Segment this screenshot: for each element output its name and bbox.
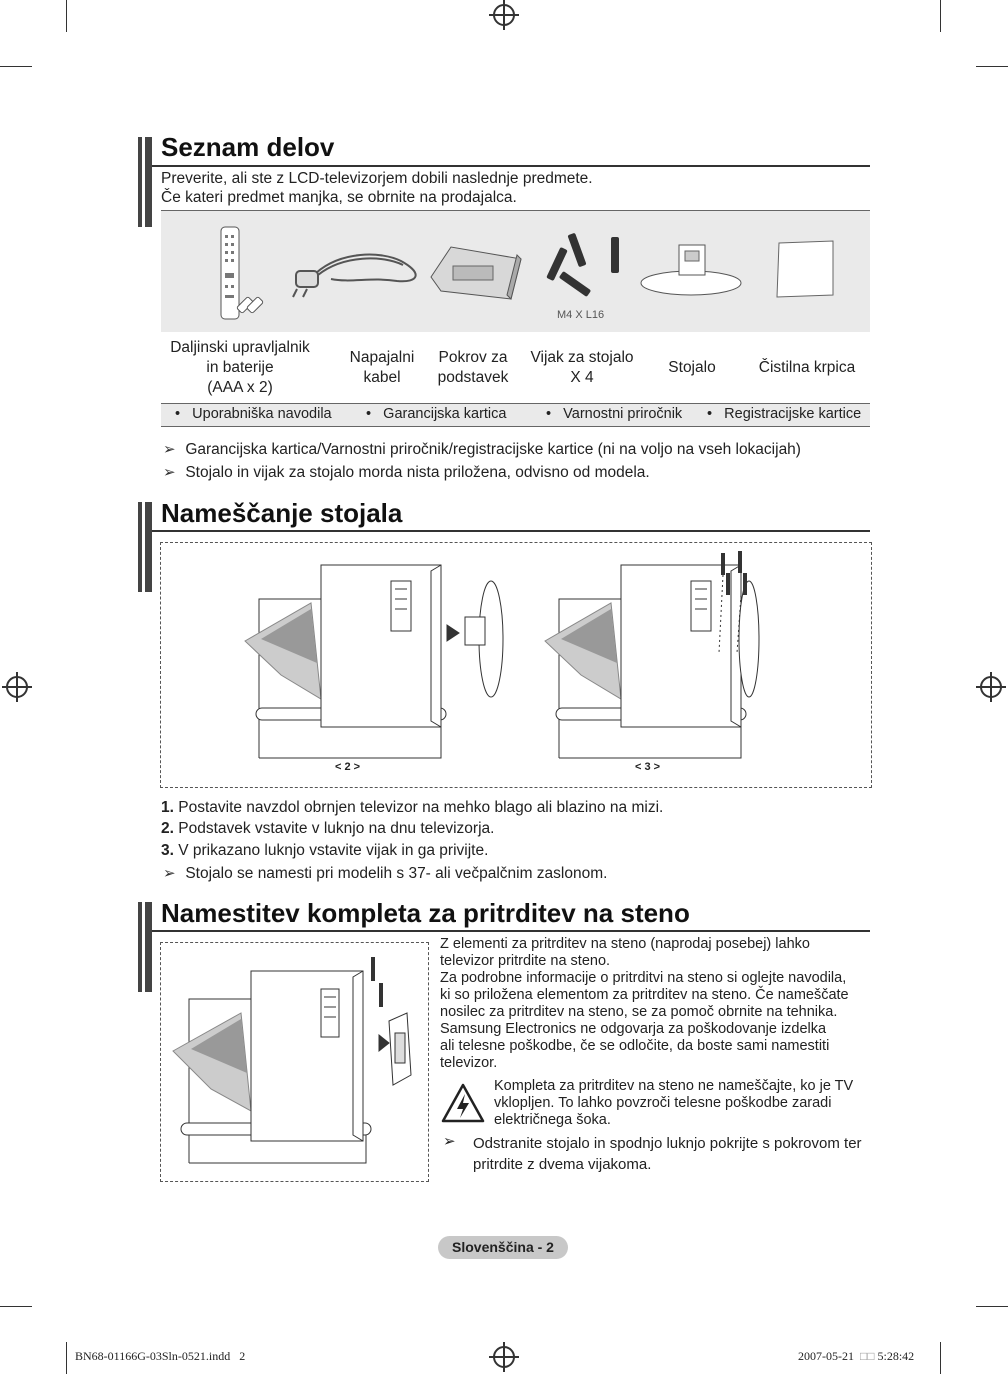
parts-intro-line1: Preverite, ali ste z LCD-televizorjem dobili naslednje predmete. — [161, 170, 593, 187]
part-label-stand — [640, 358, 744, 378]
parts-intro-line2: Če kateri predmet manjka, se obrnite na prodajalca. — [161, 189, 517, 206]
registration-mark-icon — [493, 4, 515, 26]
registration-mark-icon — [980, 676, 1002, 698]
section-title-parts: Seznam delov — [161, 132, 335, 162]
note-arrow-icon: ➢ — [163, 865, 176, 882]
section-title-wall-mount: Namestitev kompleta za pritrditev na steno — [161, 898, 690, 928]
title-rule — [152, 530, 870, 532]
parts-image-strip — [161, 211, 870, 332]
note-line: pritrdite z dvema vijakoma. — [473, 1156, 652, 1173]
section-bar — [138, 137, 142, 227]
section-bar — [138, 902, 142, 992]
bullet-item: • Uporabniška navodila — [175, 406, 332, 422]
section-bar — [138, 502, 142, 592]
part-label-line: Stojalo — [668, 359, 716, 376]
part-label-line: Čistilna krpica — [758, 359, 856, 376]
section-bar — [145, 137, 152, 227]
wall-note — [473, 1133, 862, 1175]
step-number: 2. — [161, 820, 174, 837]
stand-figure-box — [160, 542, 872, 788]
crop-mark — [976, 66, 1008, 67]
footer-file-name: BN68-01166G-03Sln-0521.indd 2 — [75, 1349, 246, 1363]
title-rule — [152, 930, 870, 932]
install-step — [161, 799, 663, 817]
bullet-item: • Registracijske kartice — [707, 406, 862, 422]
step-number: 1. — [161, 799, 174, 816]
bullet-item: • Varnostni priročnik — [546, 406, 683, 422]
description-line: ki so priložena elementom za pritrditev na steno. Če nameščate — [440, 987, 849, 1003]
wall-mount-description — [440, 936, 870, 1072]
step-text: V prikazano luknjo vstavite vijak in ga privijte. — [178, 842, 489, 859]
crop-mark — [976, 1306, 1008, 1307]
bullet-text: Varnostni priročnik — [563, 406, 683, 422]
note-arrow-icon: ➢ — [163, 441, 176, 458]
crop-mark — [940, 1342, 941, 1374]
note-text: Stojalo se namesti pri modelih s 37- ali večpalčnim zaslonom. — [185, 865, 608, 882]
note-item — [163, 463, 650, 482]
wall-figure-box — [160, 942, 429, 1182]
part-label-line: Daljinski upravljalnik — [170, 339, 310, 356]
part-label-line: (AAA x 2) — [207, 379, 273, 396]
part-label-line: podstavek — [437, 369, 509, 386]
footer-glyphs: □□ — [860, 1349, 875, 1363]
stand-install-illustration-3 — [545, 551, 759, 758]
description-line: televizor. — [440, 1055, 498, 1071]
warning-line: električnega šoka. — [494, 1112, 611, 1128]
description-line: Za podrobne informacije o pritrditvi na steno si oglejte navodila, — [440, 970, 847, 986]
cleaning-cloth-icon — [777, 241, 833, 297]
crop-mark — [940, 0, 941, 32]
warning-icon — [440, 1082, 486, 1129]
install-step — [161, 820, 494, 838]
wall-mount-illustration — [173, 957, 411, 1163]
part-label-line: Vijak za stojalo — [530, 349, 634, 366]
bullet-text: Uporabniška navodila — [192, 406, 332, 422]
note-arrow-icon: ➢ — [163, 464, 176, 481]
section-title-stand: Nameščanje stojala — [161, 498, 403, 528]
bullet-item: • Garancijska kartica — [366, 406, 507, 422]
part-label-line: X 4 — [570, 369, 594, 386]
step-text: Podstavek vstavite v luknjo na dnu televizorja. — [178, 820, 495, 837]
figure-label-2: < 2 > — [335, 761, 361, 773]
section-bar — [145, 902, 152, 992]
part-label-screws — [514, 348, 650, 388]
part-label-line: in baterije — [206, 359, 274, 376]
registration-mark-icon — [6, 676, 28, 698]
divider — [161, 426, 870, 427]
note-text: Garancijska kartica/Varnostni priročnik/registracijske kartice (ni na voljo na vseh lokacijah) — [185, 441, 801, 458]
page-label-badge: Slovenščina - 2 — [438, 1236, 568, 1259]
crop-mark — [0, 66, 32, 67]
part-label-line: Napajalni — [349, 349, 415, 366]
note-text: Stojalo in vijak za stojalo morda nista priložena, odvisno od modela. — [185, 464, 650, 481]
crop-mark — [66, 0, 67, 32]
stand-cover-icon — [431, 247, 521, 299]
description-line: ali telesne poškodbe, če se odločite, da boste sami namestiti — [440, 1038, 830, 1054]
warning-line: Kompleta za pritrditev na steno ne nameščajte, ko je TV — [494, 1078, 854, 1094]
crop-mark — [0, 1306, 32, 1307]
stand-icon — [641, 245, 741, 295]
description-line: Samsung Electronics ne odgovarja za poškodovanje izdelka — [440, 1021, 827, 1037]
footer-date: 2007-05-21 — [798, 1349, 854, 1363]
install-step — [161, 842, 488, 860]
part-label-line: kabel — [363, 369, 401, 386]
footer-timestamp — [798, 1349, 914, 1364]
screws-icon — [546, 233, 619, 297]
part-label-cloth — [744, 358, 870, 378]
part-label-line: Pokrov za — [438, 349, 508, 366]
bullet-text: Garancijska kartica — [383, 406, 507, 422]
footer-time: 5:28:42 — [877, 1349, 915, 1363]
section-bar — [145, 502, 152, 592]
note-item — [163, 864, 607, 883]
figure-label-3: < 3 > — [635, 761, 661, 773]
crop-mark — [66, 1342, 67, 1374]
registration-mark-icon — [493, 1346, 515, 1368]
stand-install-illustration-2 — [245, 565, 503, 758]
description-line: nosilec za pritrditev na steno, se za pomoč obrnite na tehnika. — [440, 1004, 838, 1020]
step-number: 3. — [161, 842, 174, 859]
bullet-text: Registracijske kartice — [724, 406, 862, 422]
warning-text — [494, 1078, 874, 1129]
warning-line: vklopljen. To lahko povzroči telesne poškodbe zaradi — [494, 1095, 832, 1111]
note-line: Odstranite stojalo in spodnjo luknjo pokrijte s pokrovom ter — [473, 1135, 862, 1152]
power-cable-icon — [293, 255, 416, 297]
note-arrow-icon: ➢ — [443, 1133, 456, 1150]
screw-spec: M4 X L16 — [557, 309, 605, 321]
description-line: Z elementi za pritrditev na steno (naprodaj posebej) lahko — [440, 936, 810, 952]
part-label-remote — [161, 338, 319, 398]
description-line: televizor pritrdite na steno. — [440, 953, 611, 969]
note-item — [163, 440, 801, 459]
step-text: Postavite navzdol obrnjen televizor na mehko blago ali blazino na mizi. — [178, 799, 664, 816]
title-rule — [152, 165, 870, 167]
remote-control-icon — [221, 227, 263, 319]
